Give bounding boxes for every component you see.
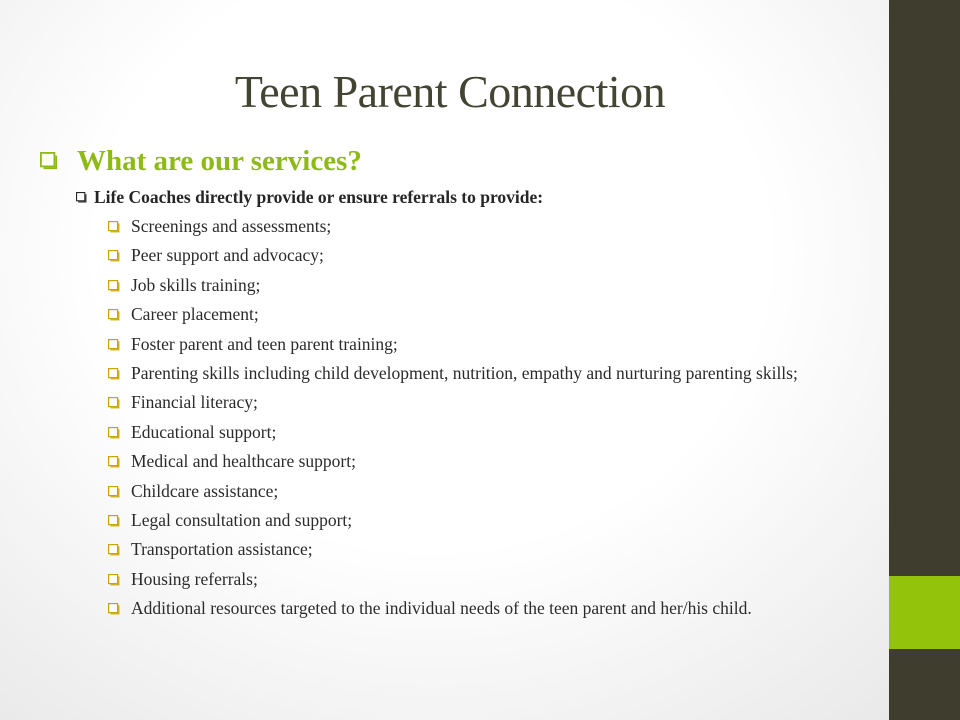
list-item-text: Screenings and assessments; bbox=[131, 216, 332, 236]
square-bullet-icon bbox=[108, 427, 120, 439]
square-bullet-icon bbox=[108, 339, 120, 351]
list-item bbox=[108, 363, 864, 384]
square-bullet-icon bbox=[108, 397, 120, 409]
list-item-text: Foster parent and teen parent training; bbox=[131, 333, 398, 354]
list-item bbox=[108, 275, 864, 296]
square-bullet-icon bbox=[108, 456, 120, 468]
list-item-text: Career placement; bbox=[131, 304, 259, 325]
list-item-text: Medical and healthcare support; bbox=[131, 451, 356, 472]
list-item bbox=[108, 510, 864, 531]
square-bullet-icon bbox=[76, 192, 87, 203]
square-bullet-icon bbox=[108, 574, 120, 586]
list-item-text: Housing referrals; bbox=[131, 568, 258, 589]
list-item-text: Educational support; bbox=[131, 421, 277, 442]
services-heading-text: What are our services? bbox=[77, 144, 362, 177]
list-item-text: Additional resources targeted to the individual needs of the teen parent and her/his child. bbox=[131, 598, 752, 619]
list-item bbox=[108, 569, 864, 590]
life-coaches-subheading-text: Life Coaches directly provide or ensure referrals to provide: bbox=[94, 187, 544, 207]
square-bullet-icon bbox=[108, 309, 120, 321]
services-heading bbox=[40, 141, 362, 181]
list-item-text: Job skills training; bbox=[131, 274, 261, 295]
square-bullet-icon bbox=[108, 544, 120, 556]
square-bullet-icon bbox=[108, 221, 120, 233]
life-coaches-subheading bbox=[76, 187, 543, 208]
list-item-text: Financial literacy; bbox=[131, 392, 258, 413]
list-item-text: Legal consultation and support; bbox=[131, 509, 353, 530]
list-item bbox=[108, 216, 864, 237]
square-bullet-icon bbox=[108, 368, 120, 380]
services-list bbox=[108, 216, 864, 627]
list-item-text: Childcare assistance; bbox=[131, 480, 279, 501]
list-item-text: Transportation assistance; bbox=[131, 539, 313, 560]
list-item bbox=[108, 451, 864, 472]
list-item bbox=[108, 334, 864, 355]
slide-title: Teen Parent Connection bbox=[234, 66, 666, 117]
square-bullet-icon bbox=[108, 603, 120, 615]
list-item bbox=[108, 304, 864, 325]
list-item bbox=[108, 539, 864, 560]
list-item-text: Parenting skills including child development, nutrition, empathy and nurturing parenting skills; bbox=[131, 362, 798, 383]
list-item bbox=[108, 481, 864, 502]
list-item-text: Peer support and advocacy; bbox=[131, 245, 324, 266]
square-bullet-icon bbox=[40, 152, 58, 170]
square-bullet-icon bbox=[108, 280, 120, 292]
square-bullet-icon bbox=[108, 515, 120, 527]
list-item bbox=[108, 422, 864, 443]
list-item bbox=[108, 245, 864, 266]
right-sidebar-accent bbox=[889, 576, 960, 649]
list-item bbox=[108, 598, 864, 619]
list-item bbox=[108, 392, 864, 413]
square-bullet-icon bbox=[108, 486, 120, 498]
square-bullet-icon bbox=[108, 250, 120, 262]
